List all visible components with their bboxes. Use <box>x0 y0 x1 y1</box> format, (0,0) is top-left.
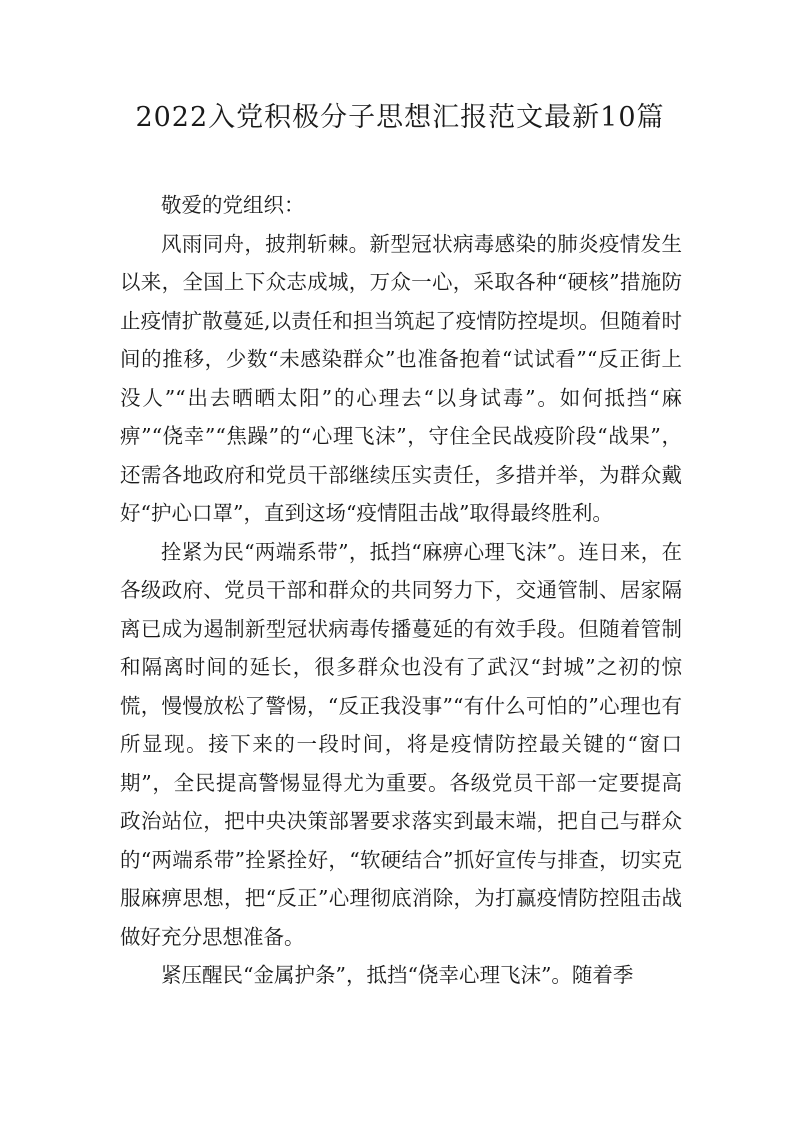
document-body <box>120 186 682 995</box>
salutation: 敬爱的党组织： <box>161 193 305 217</box>
paragraph: 紧压醒民“金属护条”，抵挡“侥幸心理飞沫”。随着季 <box>161 963 634 987</box>
paragraph: 拴紧为民“两端系带”，抵挡“麻痹心理飞沫”。连日来，在各级政府、党员干部和群众的共同努力下，交通管制、居家隔离已成为遏制新型冠状病毒传播蔓延的有效手段。但随着管制和隔离时间的延长，很多群众也没有了武汉“封城”之初的惊慌，慢慢放松了警惕，“反正我没事”“有什么可怕的”心理也有所显现。接下来的一段时间，将是疫情防控最关键的“窗口期”，全民提高警惕显得尤为重要。各级党员干部一定要提高政治站位，把中央决策部署要求落实到最末端，把自己与群众的“两端系带”拴紧拴好，“软硬结合”抓好宣传与排查，切实克服麻痹思想，把“反正”心理彻底消除，为打赢疫情防控阻击战做好充分思想准备。 <box>120 539 682 949</box>
paragraph: 风雨同舟，披荆斩棘。新型冠状病毒感染的肺炎疫情发生以来，全国上下众志成城，万众一心，采取各种“硬核”措施防止疫情扩散蔓延,以责任和担当筑起了疫情防控堤坝。但随着时间的推移，少数“未感染群众”也准备抱着“试试看”“反正街上没人”“出去晒晒太阳”的心理去“以身试毒”。如何抵挡“麻痹”“侥幸”“焦躁”的“心理飞沫”，守住全民战疫阶段“战果”，还需各地政府和党员干部继续压实责任，多措并举，为群众戴好“护心口罩”，直到这场“疫情阻击战”取得最终胜利。 <box>120 231 682 525</box>
document-title: 2022入党积极分子思想汇报范文最新10篇 <box>135 102 665 133</box>
